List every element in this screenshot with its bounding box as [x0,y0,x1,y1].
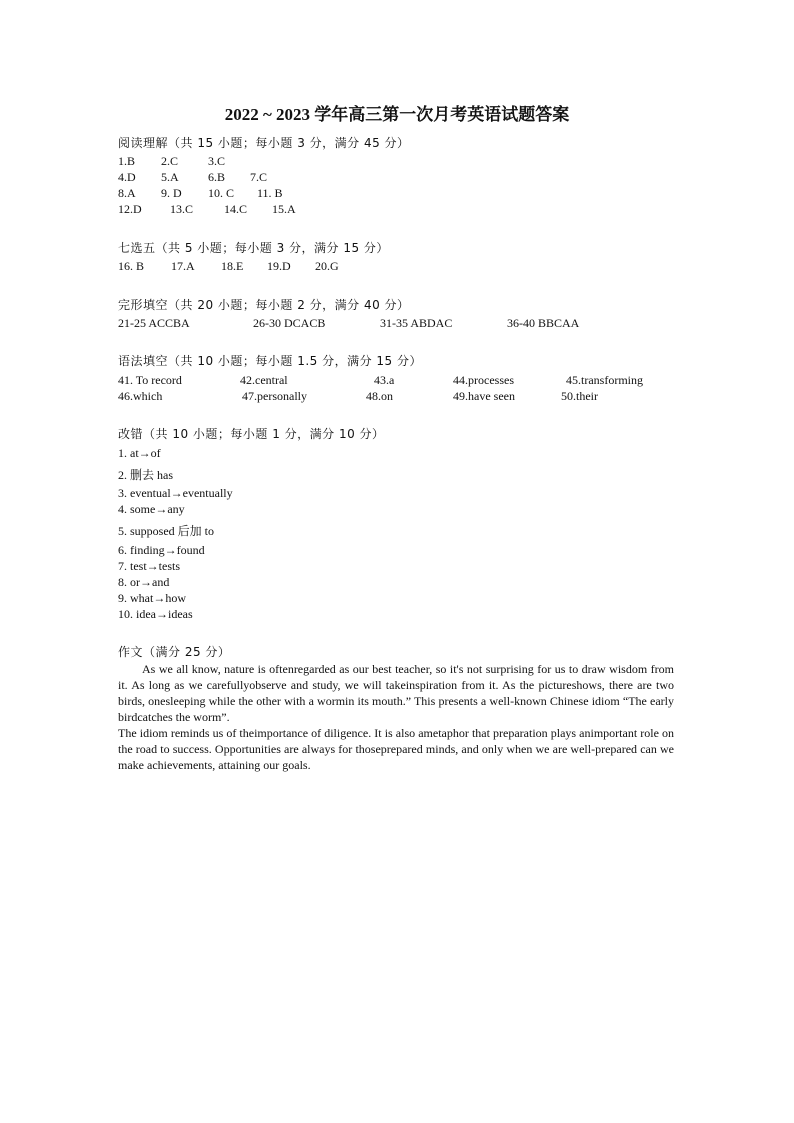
essay-paragraph: As we all know, nature is oftenregarded as our best teacher, so it's not surprising for us to draw wisdom from it. As long as we carefullyobserve and study, we will takeinspiration from it. As the pictureshows, there are two birds, onesleeping while the other with a wormin its mouth.” This presents a well-known Chinese idiom “The early birdcatches the worm”. [118,662,674,724]
correction-item: 7. test→tests [118,559,180,573]
reading-answer: 5.A [161,170,179,184]
reading-answer: 10. C [208,186,235,200]
grammar-answer: 44.processes [453,373,514,387]
section-heading-grammar: 语法填空（共 10 小题；每小题 1.5 分，满分 15 分） [118,354,423,368]
correction-item: 3. eventual→eventually [118,486,233,500]
grammar-answer: 48.on [366,389,393,403]
essay-paragraph: The idiom reminds us of theimportance of diligence. It is also ametaphor that preparation plays animportant role on the road to success. Opportunities are always for thoseprepared minds, and only when we are well-prepared can we make achievements, attaining our goals. [118,726,674,772]
reading-answer: 6.B [208,170,226,184]
grammar-answer: 42.central [240,373,288,387]
grammar-answer: 50.their [561,389,598,403]
correction-item: 6. finding→found [118,543,205,557]
correction-item: 4. some→any [118,502,185,516]
grammar-answer: 41. To record [118,373,182,387]
reading-answer: 7.C [250,170,268,184]
seven-five-answer: 17.A [171,259,195,273]
section-heading-cloze: 完形填空（共 20 小题；每小题 2 分，满分 40 分） [118,298,410,312]
cloze-answer: 36-40 BBCAA [507,316,580,330]
correction-item: 8. or→and [118,575,170,589]
reading-answer: 8.A [118,186,136,200]
seven-five-answer: 16. B [118,259,145,273]
reading-answer: 4.D [118,170,136,184]
correction-item: 9. what→how [118,591,186,605]
section-heading-correction: 改错（共 10 小题；每小题 1 分，满分 10 分） [118,427,385,441]
reading-answer: 11. B [257,186,283,200]
section-heading-reading: 阅读理解（共 15 小题；每小题 3 分，满分 45 分） [118,136,410,150]
correction-item: 1. at→of [118,446,161,460]
grammar-answer: 43.a [374,373,395,387]
cloze-answer: 26-30 DCACB [253,316,326,330]
grammar-answer: 49.have seen [453,389,515,403]
correction-item: 5. supposed 后加 to [118,524,215,538]
section-heading-writing: 作文（满分 25 分） [118,645,231,659]
seven-five-answer: 20.G [315,259,339,273]
grammar-answer: 45.transforming [566,373,643,387]
seven-five-answer: 19.D [267,259,291,273]
reading-answer: 3.C [208,154,226,168]
grammar-answer: 47.personally [242,389,307,403]
section-heading-seven-five: 七选五（共 5 小题；每小题 3 分，满分 15 分） [118,241,389,255]
grammar-answer: 46.which [118,389,163,403]
essay-body [118,661,674,773]
reading-answer: 2.C [161,154,179,168]
reading-answer: 13.C [170,202,194,216]
seven-five-answer: 18.E [221,259,244,273]
reading-answer: 14.C [224,202,248,216]
page-title: 2022 ~ 2023 学年高三第一次月考英语试题答案 [224,105,570,124]
cloze-answer: 21-25 ACCBA [118,316,190,330]
cloze-answer: 31-35 ABDAC [380,316,453,330]
reading-answer: 12.D [118,202,142,216]
reading-answer: 1.B [118,154,136,168]
correction-item: 2. 删去 has [118,468,173,482]
reading-answer: 9. D [161,186,182,200]
correction-item: 10. idea→ideas [118,607,193,621]
reading-answer: 15.A [272,202,296,216]
